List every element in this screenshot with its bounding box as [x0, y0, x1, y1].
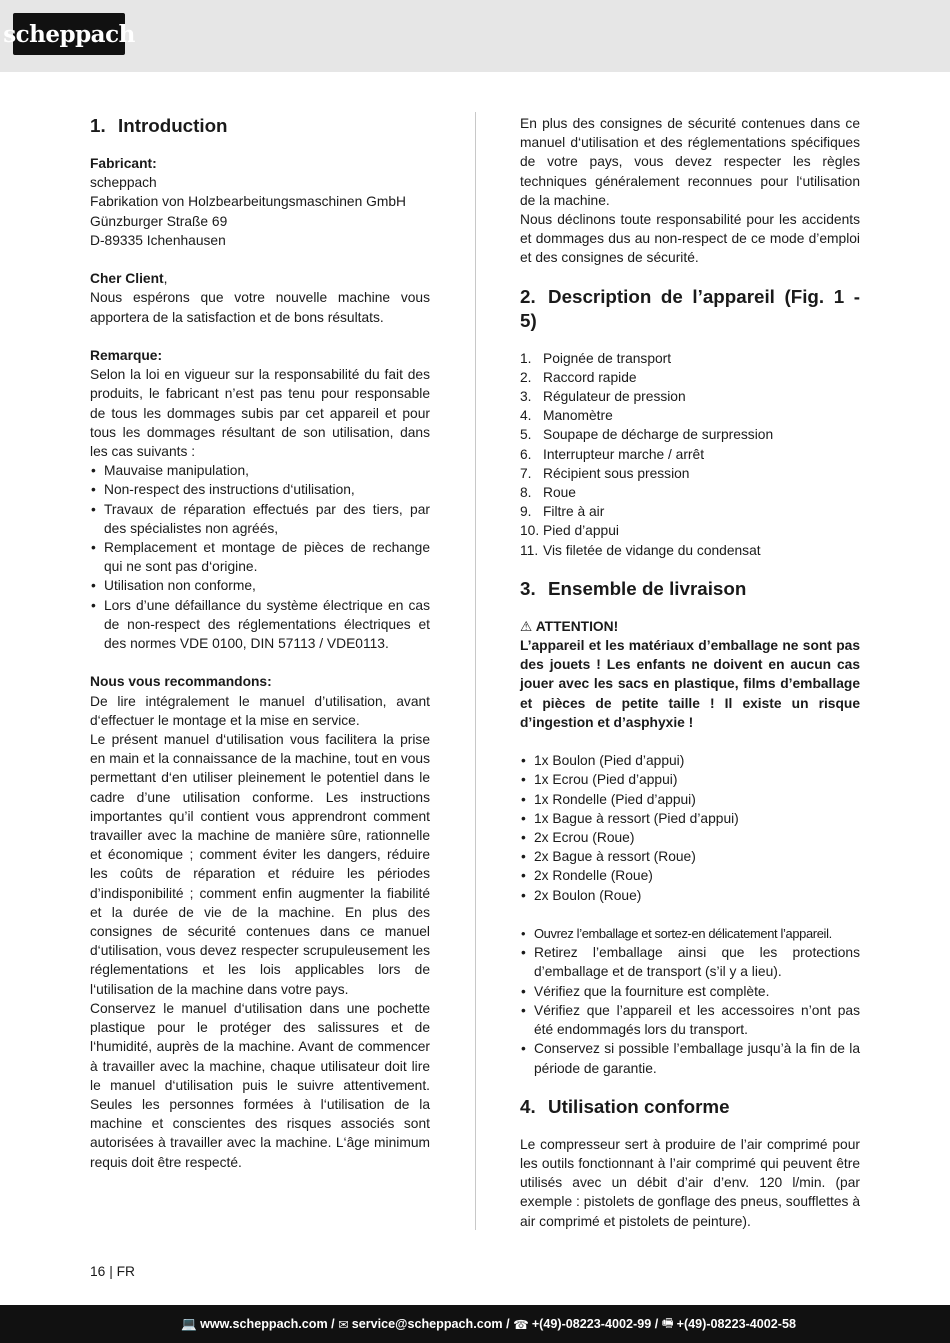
recommandons-label: Nous vous recommandons:	[90, 674, 272, 690]
usage-text: Le compresseur sert à produire de l’air comprimé pour les outils fonctionnant à l’air comprimé qui peuvent être utilisés avec un débit d’air d’env. 120 l/min. (par exemple : pistolets de gonflage des pneus, soufflettes à air comprimé et pistolets de peinture).	[520, 1136, 860, 1229]
header-band	[0, 0, 950, 72]
footer-website[interactable]: www.scheppach.com	[200, 1317, 328, 1331]
footer-phone: +(49)-08223-4002-99	[531, 1317, 652, 1331]
list-item: • 2x Bague à ressort (Roue)	[520, 847, 860, 866]
list-item: • 2x Boulon (Roue)	[520, 886, 860, 905]
recommandons-paragraph: De lire intégralement le manuel d’utilisation, avant d‘effectuer le montage et la mise en service.	[90, 693, 430, 728]
list-item: 11. Vis filetée de vidange du condensat	[520, 542, 761, 558]
list-item: • 1x Ecrou (Pied d’appui)	[520, 770, 860, 789]
left-column	[90, 114, 430, 1172]
list-item: 2. Raccord rapide	[520, 369, 637, 385]
description-list	[520, 349, 860, 560]
list-item: • Mauvaise manipulation,	[90, 461, 430, 480]
fabricant-line: Fabrikation von Holzbearbeitungsmaschinen GmbH	[90, 194, 406, 210]
list-item: 6. Interrupteur marche / arrêt	[520, 446, 705, 462]
list-item: • Remplacement et montage de pièces de rechange qui ne sont pas d‘origine.	[90, 538, 430, 576]
footer-fax: +(49)-08223-4002-58	[676, 1317, 796, 1331]
remarque-text: Selon la loi en vigueur sur la responsabilité du fait des produits, le fabricant n’est pas tenu pour responsable de tous les dommages subis par cet appareil et pour tous les dommages résultant de son utilisation, dans les cas suivants :	[90, 367, 430, 460]
attention-text: L’appareil et les matériaux d’emballage ne sont pas des jouets ! Les enfants ne doivent en aucun cas jouer avec les sacs en plastique, films d’emballage et pièces de petite taille ! Il existe un risque d’ingestion et d’asphyxie !	[520, 638, 860, 730]
right-column	[520, 114, 860, 1231]
livraison-list	[520, 751, 860, 905]
list-item: 8. Roue	[520, 485, 576, 501]
list-item: • 1x Rondelle (Pied d’appui)	[520, 790, 860, 809]
list-item: • Vérifiez que la fourniture est complète.	[520, 982, 860, 1001]
attention-heading: ⚠ ATTENTION!	[520, 618, 619, 634]
list-item: • 1x Boulon (Pied d’appui)	[520, 751, 860, 770]
list-item: • Lors d’une défaillance du système électrique en cas de non-respect des réglementations électriques et des normes VDE 0100, DIN 57113 / VDE0113.	[90, 596, 430, 654]
fax-icon: 🖷	[661, 1315, 674, 1330]
phone-icon: ☎	[513, 1317, 529, 1332]
mail-icon: ✉	[338, 1317, 349, 1332]
recommandons-paragraph: Le présent manuel d‘utilisation vous facilitera la prise en main et la connaissance de la machine, tout en vous permettant d‘en utiliser pleinement le potentiel dans le cadre d’une utilisation conforme. Les instructions importantes qu’il contient vous apprendront comment travailler avec la machine de manière sûre, rationnelle et économique ; comment éviter les dangers, réduire les coûts de réparation et réduire les périodes d’indisponibilité ; comment enfin augmenter la fiabilité et la durée de vie de la machine. En plus des consignes de sécurité contenues dans ce manuel d‘utilisation, vous devez respecter scrupuleusement les réglementations et les lois applicables lors de l‘utilisation de la machine dans votre pays.	[90, 732, 430, 997]
page-number: 16 | FR	[90, 1264, 136, 1279]
list-item: • Utilisation non conforme,	[90, 576, 430, 595]
list-item: • Non-respect des instructions d‘utilisation,	[90, 480, 430, 499]
list-item: • Retirez l’emballage ainsi que les protections d’emballage et de transport (s’il y a lieu).	[520, 943, 860, 981]
list-item: 10. Pied d’appui	[520, 523, 619, 539]
warning-triangle-icon: ⚠	[520, 618, 533, 634]
list-item: 9. Filtre à air	[520, 504, 605, 520]
client-text: Nous espérons que votre nouvelle machine vous apportera de la satisfaction et de bons résultats.	[90, 290, 430, 325]
list-item: • 2x Ecrou (Roue)	[520, 828, 860, 847]
section-heading-description: 2. Description de l’appareil (Fig. 1 - 5)	[520, 285, 860, 331]
unpacking-list	[520, 924, 860, 1078]
list-item: • Ouvrez l’emballage et sortez-en délicatement l’appareil.	[520, 924, 860, 943]
safety-paragraph: Nous déclinons toute responsabilité pour les accidents et dommages dus au non-respect de ce mode d’emploi et des consignes de sécurité.	[520, 212, 860, 266]
list-item: 7. Récipient sous pression	[520, 465, 690, 481]
scheppach-logo: scheppach	[13, 13, 125, 55]
list-item: • Travaux de réparation effectués par des tiers, par des spécialistes non agréés,	[90, 500, 430, 538]
section-heading-utilisation: 4. Utilisation conforme	[520, 1095, 730, 1117]
client-greeting: Cher Client,	[90, 271, 168, 287]
safety-paragraph: En plus des consignes de sécurité contenues dans ce manuel d‘utilisation et des réglementations spécifiques de votre pays, vous devez respecter les règles techniques généralement reconnues pour l‘utilisation de la machine.	[520, 116, 860, 208]
section-heading-livraison: 3. Ensemble de livraison	[520, 577, 747, 599]
remarque-bullet-list	[90, 461, 430, 653]
list-item: • 1x Bague à ressort (Pied d’appui)	[520, 809, 860, 828]
list-item: • Conservez si possible l’emballage jusqu’à la fin de la période de garantie.	[520, 1039, 860, 1077]
list-item: 4. Manomètre	[520, 408, 613, 424]
footer-email[interactable]: service@scheppach.com	[351, 1317, 503, 1331]
fabricant-label: Fabricant:	[90, 156, 157, 171]
fabricant-line: D-89335 Ichenhausen	[90, 232, 226, 248]
column-divider	[475, 112, 476, 1230]
section-heading-introduction: 1. Introduction	[90, 115, 228, 136]
computer-icon: 💻	[181, 1316, 198, 1331]
list-item: 5. Soupape de décharge de surpression	[520, 427, 774, 443]
list-item: 1. Poignée de transport	[520, 350, 672, 366]
fabricant-line: Günzburger Straße 69	[90, 213, 228, 229]
fabricant-line: scheppach	[90, 175, 157, 191]
list-item: • Vérifiez que l’appareil et les accessoires n’ont pas été endommagés lors du transport.	[520, 1001, 860, 1039]
recommandons-paragraph: Conservez le manuel d‘utilisation dans une pochette plastique pour le protéger des salissures et de l‘humidité, auprès de la machine. Avant de commencer à travailler avec la machine, chaque utilisateur doit lire le manuel d‘utilisation puis le suivre attentivement. Seules les personnes formées à l‘utilisation de la machine et conscientes des risques associés sont autorisées à travailler avec la machine. L‘âge minimum requis doit être respecté.	[90, 1000, 430, 1170]
remarque-label: Remarque:	[90, 348, 163, 363]
footer-contact-bar: 💻 www.scheppach.com / ✉ service@scheppach.com / ☎ +(49)-08223-4002-99 / 🖷 +(49)-08223-4002-58	[0, 1305, 950, 1343]
list-item: • 2x Rondelle (Roue)	[520, 866, 860, 885]
list-item: 3. Régulateur de pression	[520, 389, 686, 405]
